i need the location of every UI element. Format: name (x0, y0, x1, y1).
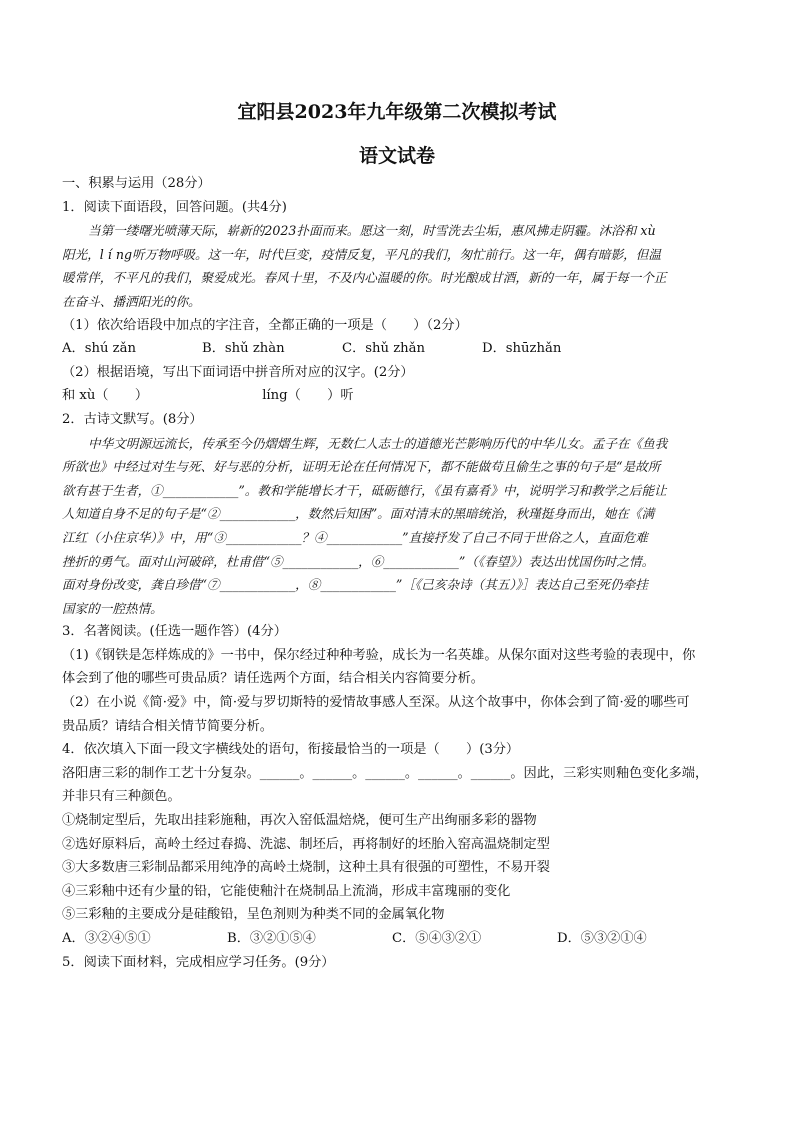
question-5-stem: 5．阅读下面材料，完成相应学习任务。(9分） (62, 954, 335, 970)
q1-passage-line: 暖常伴，不平凡的我们，聚爱成光。春风十里，不及内心温暖的你。时光酿成甘酒，新的一年，属于每一个正 (62, 270, 667, 286)
option-d: D．⑤③②①④ (557, 931, 647, 946)
q3-line: （2）在小说《简·爱》中，简·爱与罗切斯特的爱情故事感人至深。从这个故事中，你体会到了简·爱的哪些可 (62, 695, 690, 711)
exam-content (62, 172, 734, 974)
pinyin-item-1: 和 xù（ ） (62, 388, 149, 404)
q2-passage-line: 挫折的勇气。面对山河破碎，杜甫借“⑤____________，⑥____________”（《春望》）表达出忧国伤时之情。 (62, 553, 655, 569)
option-b: B．③②①⑤④ (227, 931, 316, 946)
q1-sub1-options (62, 337, 734, 361)
q3-line: 体会到了他的哪些可贵品质？请任选两个方面，结合相关内容简要分析。 (62, 671, 484, 687)
q1-passage-line: 在奋斗、播洒阳光的你。 (62, 293, 201, 309)
q2-passage-line: 面对身份改变，龚自珍借“⑦____________，⑧____________”［《己亥杂诗（其五）》］表达自己至死仍牵挂 (62, 577, 648, 593)
q1-sub2-items (62, 384, 734, 408)
q4-line: 洛阳唐三彩的制作工艺十分复杂。______。______。______。______。______。因此，三彩实则釉色变化多端， (62, 765, 709, 781)
question-4-stem: 4．依次填入下面一段文字横线处的语句，衔接最恰当的一项是（ ）(3分） (62, 742, 520, 758)
option-d: D．shūzhǎn (482, 341, 562, 357)
q1-sub2: （2）根据语境，写出下面词语中拼音所对应的汉字。(2分） (62, 364, 414, 380)
q2-passage-line: 欲有甚于生者，①____________”。教和学能增长才干，砥砺德行，《虽有嘉肴》中，说明学习和教学之后能让 (62, 482, 667, 498)
question-3-stem: 3．名著阅读。(任选一题作答）(4分） (62, 624, 287, 640)
option-a: A．shú zǎn (62, 341, 136, 357)
q2-passage-line: 中华文明源远流长，传承至今仍熠熠生辉，无数仁人志士的道德光芒影响历代的中华儿女。孟子在《鱼我 (88, 435, 668, 451)
option-c: C．shǔ zhǎn (342, 341, 426, 357)
q4-sentence-2: ②选好原料后，高岭土经过春捣、洗滤、制坯后，再将制好的坯胎入窑高温烧制定型 (62, 836, 550, 852)
q3-line: （1)《钢铁是怎样炼成的》一书中，保尔经过种种考验，成长为一名英雄。从保尔面对这些考验的表现中，你 (62, 647, 696, 663)
q1-sub1: （1）依次给语段中加点的字注音，全都正确的一项是（ ）（2分） (62, 317, 468, 333)
question-1-stem: 1．阅读下面语段，回答问题。(共4分) (62, 199, 287, 215)
page-subtitle: 语文试卷 (358, 145, 435, 167)
question-2-stem: 2．古诗文默写。(8分） (62, 411, 203, 427)
q4-sentence-4: ④三彩釉中还有少量的铅，它能使釉汁在烧制品上流淌，形成丰富瑰丽的变化 (62, 883, 511, 899)
option-c: C．⑤④③②① (392, 931, 482, 946)
q3-line: 贵品质？请结合相关情节简要分析。 (62, 718, 273, 734)
q2-passage-line: 所欲也》中经过对生与死、好与恶的分析，证明无论在任何情况下，都不能做苟且偷生之事的句子是“是故所 (62, 459, 661, 475)
page-title: 宜阳县2023年九年级第二次模拟考试 (237, 101, 557, 123)
q2-passage-line: 国家的一腔热情。 (62, 600, 163, 616)
option-b: B．shǔ zhàn (202, 341, 285, 357)
pinyin-item-2: líng（ ）听 (262, 388, 354, 404)
section-heading: 一、积累与运用（28分） (62, 176, 211, 191)
q4-line: 并非只有三种颜色。 (62, 789, 181, 805)
q4-sentence-3: ③大多数唐三彩制品都采用纯净的高岭土烧制，这种土具有很强的可塑性，不易开裂 (62, 860, 550, 876)
q2-passage-line: 江红（小住京华）》中，用“③____________？④____________”直接抒发了自己不同于世俗之人，直面危难 (62, 529, 648, 545)
q1-passage-line: 阳光，l í ng听万物呼吸。这一年，时代巨变，疫情反复，平凡的我们，匆忙前行。这一年，偶有暗影，但温 (62, 246, 661, 262)
option-a: A．③②④⑤① (62, 931, 151, 946)
q2-passage-line: 人知道自身不足的句子是“②____________，数然后知困”。面对清末的黑暗统治，秋瑾挺身而出，她在《满 (62, 506, 655, 522)
q4-sentence-1: ①烧制定型后，先取出挂彩施釉，再次入窑低温焙烧，便可生产出绚丽多彩的器物 (62, 813, 537, 829)
q1-passage-line: 当第一缕曙光喷薄天际，崭新的2023扑面而来。愿这一刻，时雪洗去尘垢，惠风拂走阴霾。沐浴和 xù (88, 223, 656, 239)
q4-sentence-5: ⑤三彩釉的主要成分是硅酸铅，呈色剂则为种类不同的金属氧化物 (62, 907, 445, 923)
q4-options (62, 927, 734, 951)
